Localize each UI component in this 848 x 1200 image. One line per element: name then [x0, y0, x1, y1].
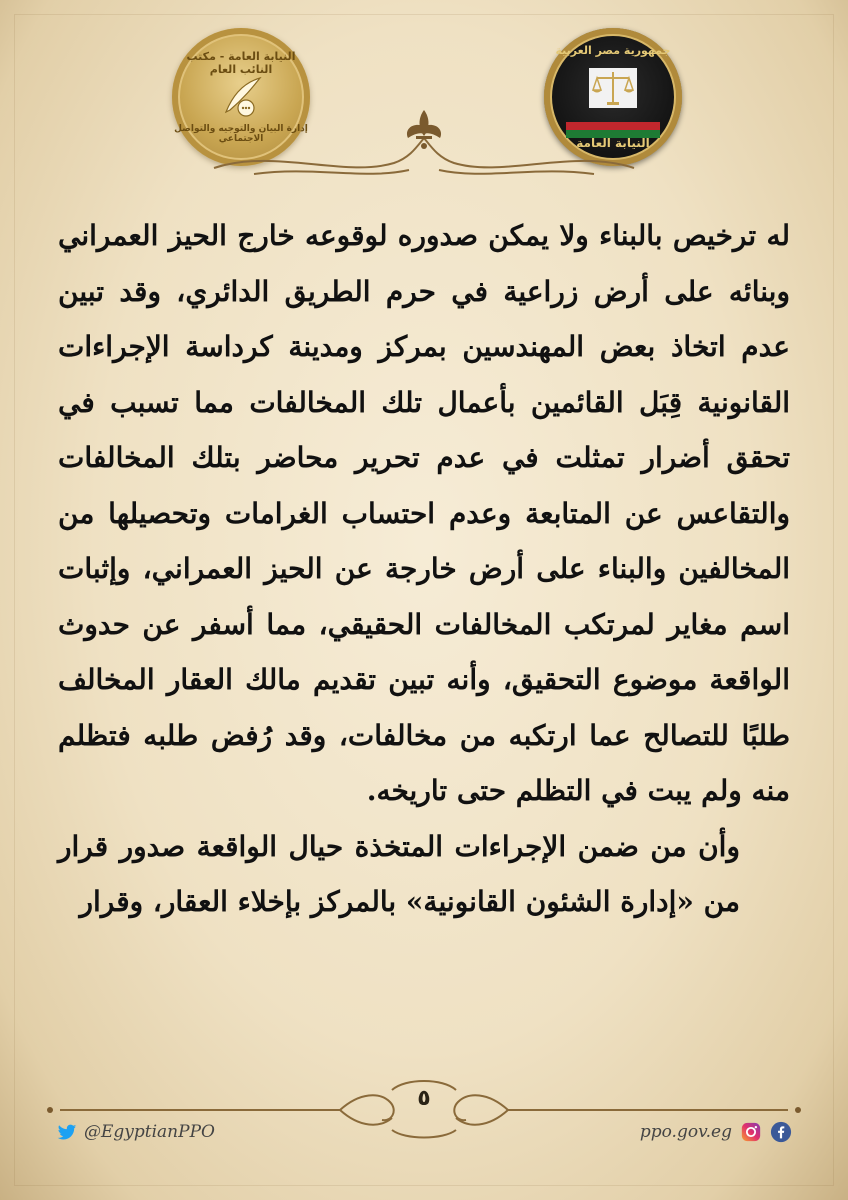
page-number: ٥	[417, 1086, 431, 1111]
top-ornament-divider	[194, 108, 654, 188]
footer-website[interactable]	[640, 1118, 792, 1146]
twitter-icon[interactable]	[56, 1121, 78, 1143]
instagram-icon[interactable]	[740, 1121, 762, 1143]
website-link[interactable]: ppo.gov.eg	[639, 1122, 732, 1142]
document-body	[58, 208, 790, 930]
right-seal-top-text: جمهورية مصر العربية	[555, 44, 671, 57]
paragraph-measures: وأن من ضمن الإجراءات المتخذة حيال الواقعة صدور قرار من «إدارة الشئون القانونية» بالمركز بإخلاء العقار، وقرار	[58, 829, 740, 918]
footer-twitter[interactable]	[56, 1118, 215, 1146]
left-seal-top-text: النيابة العامة - مكتب النائب العام	[186, 50, 296, 76]
right-seal-bottom-text: النيابة العامة	[576, 136, 650, 150]
left-seal-bottom-text: إدارة البيان والتوجيه والتواصل الاجتماعي	[174, 124, 308, 144]
paragraph-continuation: له ترخيص بالبناء ولا يمكن صدوره لوقوعه خارج الحيز العمراني وبنائه على أرض زراعية في حرم الطريق الدائري، وقد تبين عدم اتخاذ بعض المهندسين بمركز ومدينة كرداسة الإجراءات القانونية قِبَل القائمين بأعمال تلك المخالفات مما تسبب في تحقق أضرار تمثلت في عدم تحرير محاضر بتلك المخالفات والتقاعس عن المتابعة وعدم احتساب الغرامات وتحصيلها من المخالفين والبناء على أرض خارجة عن الحيز العمراني، وإثبات اسم مغاير لمرتكب المخالفات الحقيقي، مما أسفر عن حدوث الواقعة موضوع التحقيق، وأنه تبين تقديم مالك العقار المخالف طلبًا للتصالح عما ارتكبه من مخالفات، وقد رُفض طلبه فتظلم منه ولم يبت في التظلم حتى تاريخه.	[58, 219, 790, 807]
twitter-handle[interactable]: @EgyptianPPO	[84, 1122, 215, 1142]
facebook-icon[interactable]	[770, 1121, 792, 1143]
